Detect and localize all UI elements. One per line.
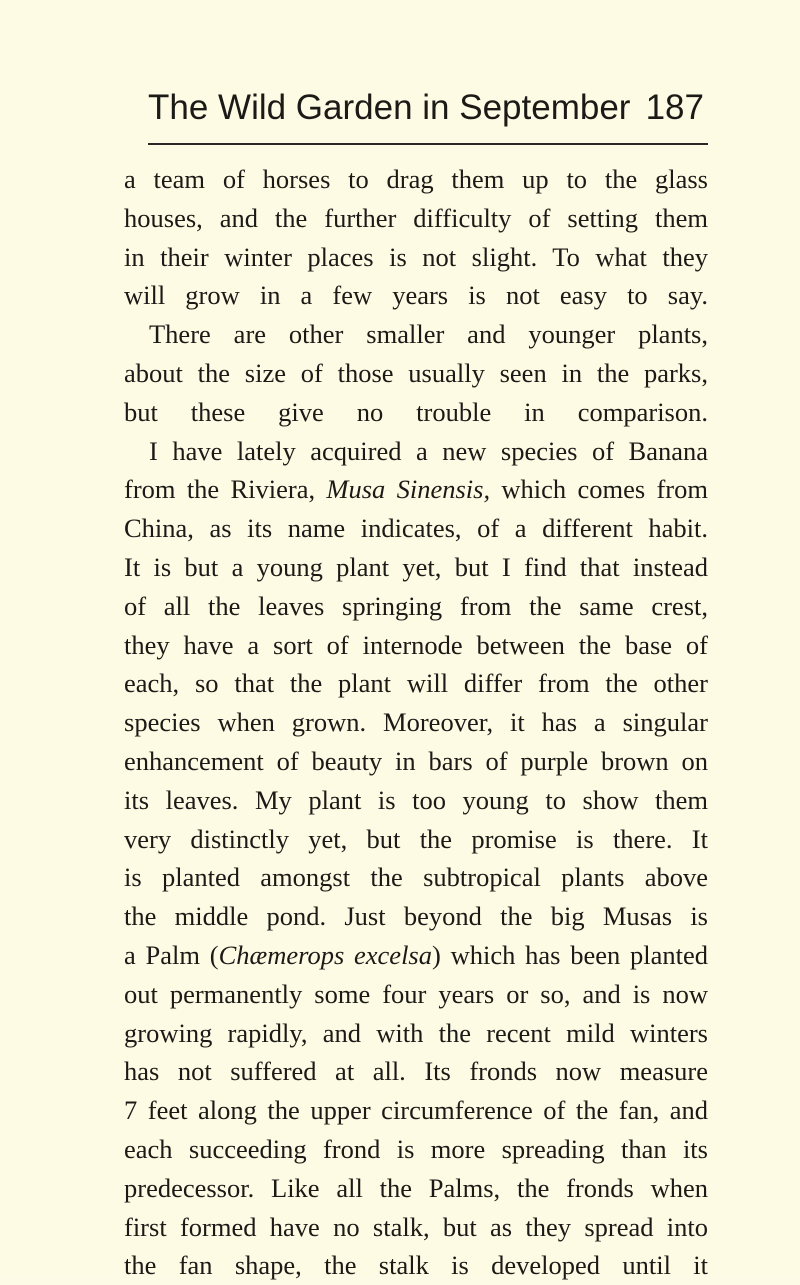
text-line: China, as its name indicates, of a different habit. — [124, 513, 708, 544]
text-segment: ) which has been planted — [432, 939, 709, 970]
text-segment: a Palm ( — [124, 939, 219, 970]
text-line: each, so that the plant will differ from the other — [124, 668, 708, 699]
text-segment: from the Riviera, — [124, 474, 327, 505]
text-line: has not suffered at all. Its fronds now measure — [124, 1056, 708, 1087]
text-line: will grow in a few years is not easy to say. — [124, 280, 708, 311]
text-line: they have a sort of internode between the base of — [124, 629, 708, 660]
header-rule — [148, 143, 708, 145]
italic-species-name: Musa Sinensis, — [326, 474, 491, 505]
text-line: is planted amongst the subtropical plants above — [124, 862, 708, 893]
text-line: out permanently some four years or so, and is now — [124, 978, 708, 1009]
text-line: about the size of those usually seen in the parks, — [124, 357, 708, 388]
text-line: predecessor. Like all the Palms, the fronds when — [124, 1172, 708, 1203]
text-line: I have lately acquired a new species of Banana — [149, 435, 708, 466]
text-line: first formed have no stalk, but as they spread into — [124, 1211, 708, 1242]
text-line: species when grown. Moreover, it has a singular — [124, 707, 708, 738]
page-number: 187 — [645, 88, 704, 127]
text-segment: which comes from — [490, 474, 708, 505]
text-line: of all the leaves springing from the same crest, — [124, 590, 708, 621]
text-line: There are other smaller and younger plants, — [149, 319, 708, 350]
text-line: but these give no trouble in comparison. — [124, 396, 708, 427]
running-title: The Wild Garden in September — [148, 88, 631, 127]
text-line — [124, 936, 708, 975]
text-line: its leaves. My plant is too young to show them — [124, 784, 708, 815]
text-line: very distinctly yet, but the promise is there. It — [124, 823, 708, 854]
text-line: enhancement of beauty in bars of purple brown on — [124, 745, 708, 776]
text-line: the fan shape, the stalk is developed until it — [124, 1250, 708, 1281]
text-line: growing rapidly, and with the recent mild winters — [124, 1017, 708, 1048]
text-line: in their winter places is not slight. To what they — [124, 241, 708, 272]
text-line: houses, and the further difficulty of setting them — [124, 202, 708, 233]
text-line: It is but a young plant yet, but I find that instead — [124, 551, 708, 582]
text-line: each succeeding frond is more spreading than its — [124, 1133, 708, 1164]
text-line: 7 feet along the upper circumference of the fan, and — [124, 1095, 708, 1126]
text-line — [124, 470, 708, 509]
text-line: the middle pond. Just beyond the big Musas is — [124, 901, 708, 932]
body-text — [124, 160, 708, 1285]
italic-species-name: Chæmerops excelsa — [218, 939, 432, 970]
running-header — [148, 80, 708, 136]
text-line: a team of horses to drag them up to the glass — [124, 164, 708, 194]
